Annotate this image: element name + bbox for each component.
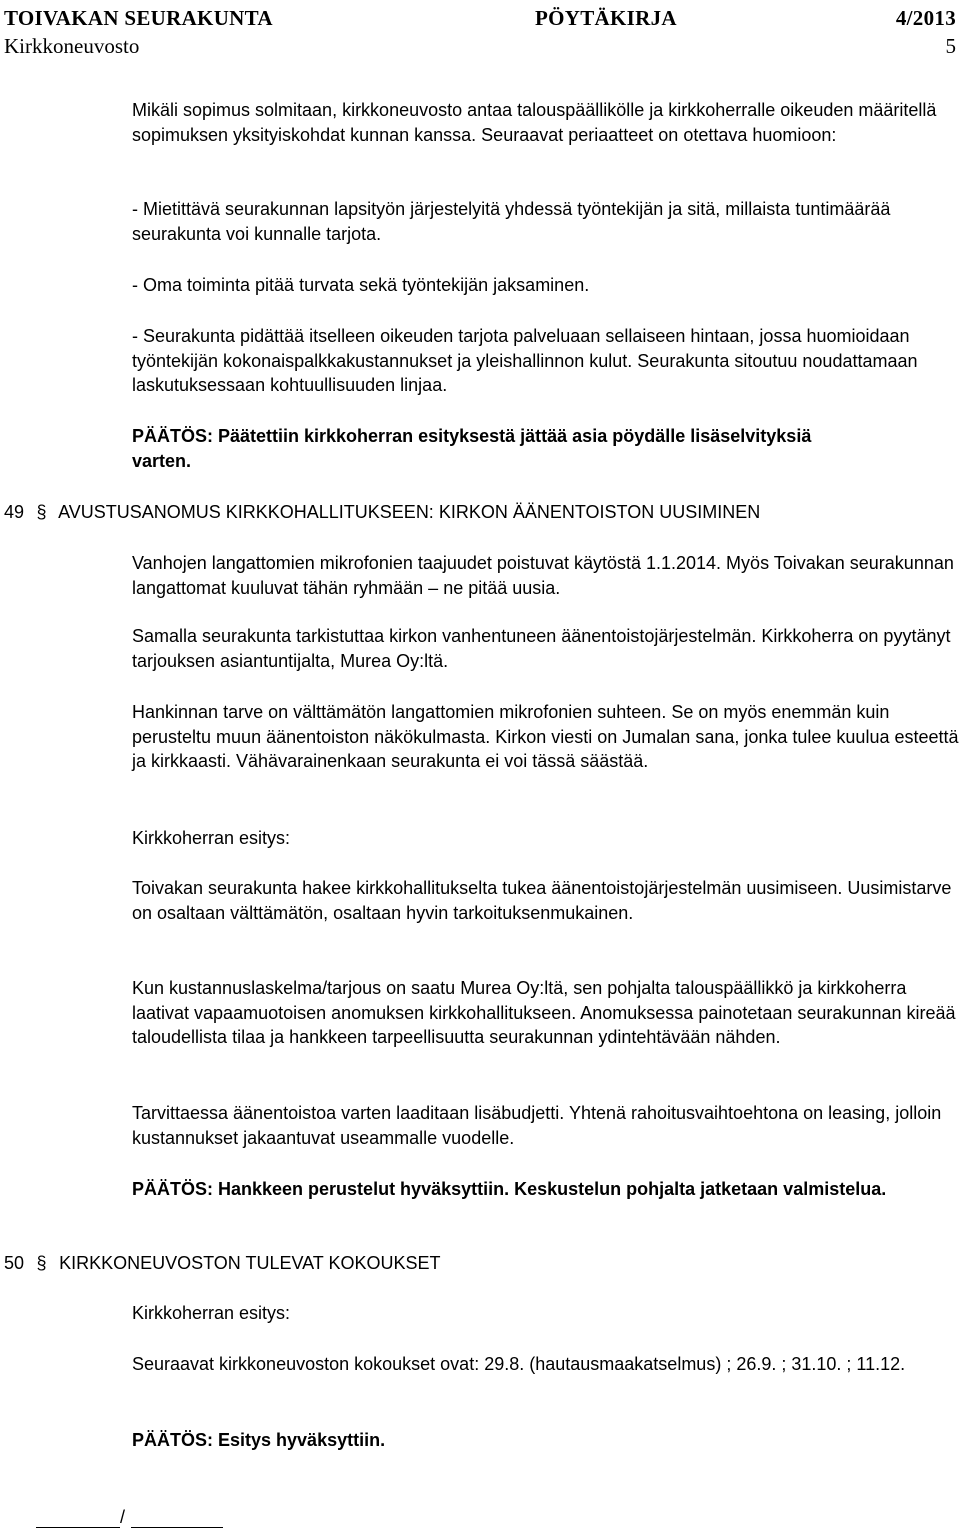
section-title: AVUSTUSANOMUS KIRKKOHALLITUKSEEN: KIRKON ÄÄNENTOISTON UUSIMINEN: [58, 502, 761, 522]
signature-separator: /: [120, 1507, 126, 1527]
paragraph-application: Toivakan seurakunta hakee kirkkohallitukselta tukea äänentoistojärjestelmän uusimiseen. Uusimistarve on osaltaan välttämätön, osaltaan hyvin tarkoituksenmukainen.: [132, 878, 952, 923]
decision-text: PÄÄTÖS: Hankkeen perustelut hyväksyttiin. Keskustelun pohjalta jatketaan valmistelua.: [132, 1179, 887, 1199]
section-heading-49: [4, 500, 760, 525]
paragraph-principle-1: - Mietittävä seurakunnan lapsityön järjestelyitä yhdessä työntekijän ja sitä, millaista tuntimäärää seurakunta voi kunnalle tarjota.: [132, 199, 891, 244]
paragraph-meetings: Seuraavat kirkkoneuvoston kokoukset ovat: 29.8. (hautausmaakatselmus) ; 26.9. ; 31.10. ; 11.12.: [132, 1354, 906, 1374]
paragraph-principle-3: - Seurakunta pidättää itselleen oikeuden tarjota palveluaan sellaiseen hintaan, jossa huomioidaan työntekijän kokonaispalkkakustannukset ja yleishallinnon kulut. Seurakunta sitoutuu noudattamaan laskutuksessaan kohtuullisuuden linjaa.: [132, 326, 918, 395]
paragraph-principle-2: - Oma toiminta pitää turvata sekä työntekijän jaksaminen.: [132, 275, 590, 295]
paragraph-budget: Tarvittaessa äänentoistoa varten laaditaan lisäbudjetti. Yhtenä rahoitusvaihtoehtona on leasing, jolloin kustannukset jakaantuvat useammalle vuodelle.: [132, 1103, 942, 1148]
decision-text: PÄÄTÖS: Esitys hyväksyttiin.: [132, 1430, 386, 1450]
decision-text: PÄÄTÖS: Päätettiin kirkkoherran esityksestä jättää asia pöydälle lisäselvityksiä varten.: [132, 426, 812, 471]
paragraph-sound-system: Samalla seurakunta tarkistuttaa kirkon vanhentuneen äänentoistojärjestelmän. Kirkkoherra on pyytänyt tarjouksen asiantuntijalta, Murea Oy:ltä.: [132, 626, 951, 671]
issue-number: 4/2013: [895, 6, 956, 30]
signature-line: [36, 1527, 120, 1528]
page-number: 5: [945, 34, 956, 58]
paragraph-cost-estimate: Kun kustannuslaskelma/tarjous on saatu Murea Oy:ltä, sen pohjalta talouspäällikkö ja kirkkoherra laativat vapaamuotoisen anomuksen kirkkohallitukseen. Anomuksessa painotetaan seurakunnan kireää taloudellista tilaa ja hankkeen tarpeellisuutta seurakunnan ydintehtävään nähden.: [132, 978, 956, 1047]
proposal-label: Kirkkoherran esitys:: [132, 828, 291, 848]
paragraph-agreement: Mikäli sopimus solmitaan, kirkkoneuvosto antaa talouspäällikölle ja kirkkoherralle oikeuden määritellä sopimuksen yksityiskohdat kunnan kanssa. Seuraavat periaatteet on otettava huomioon:: [132, 100, 937, 145]
paragraph-need: Hankinnan tarve on välttämätön langattomien mikrofonien suhteen. Se on myös enemmän kuin perusteltu muun äänentoiston näkökulmasta. Kirkon viesti on Jumalan sana, jonka tulee kuulua esteettä ja kirkkaasti. Vähävarainenkaan seurakunta ei voi tässä säästää.: [132, 702, 959, 771]
section-sign-icon: §: [36, 502, 47, 522]
organization-name: TOIVAKAN SEURAKUNTA: [4, 6, 273, 30]
paragraph-microphones: Vanhojen langattomien mikrofonien taajuudet poistuvat käytöstä 1.1.2014. Myös Toivakan seurakunnan langattomat kuuluvat tähän ryhmään – ne pitää uusia.: [132, 553, 954, 598]
document-type: PÖYTÄKIRJA: [535, 6, 677, 30]
section-number: 49: [4, 502, 25, 522]
section-heading-50: [4, 1251, 441, 1276]
body-name: Kirkkoneuvosto: [4, 34, 140, 58]
section-number: 50: [4, 1253, 25, 1273]
section-title: KIRKKONEUVOSTON TULEVAT KOKOUKSET: [59, 1253, 441, 1273]
signature-line: [131, 1527, 223, 1528]
section-sign-icon: §: [36, 1253, 47, 1273]
proposal-label: Kirkkoherran esitys:: [132, 1303, 291, 1323]
